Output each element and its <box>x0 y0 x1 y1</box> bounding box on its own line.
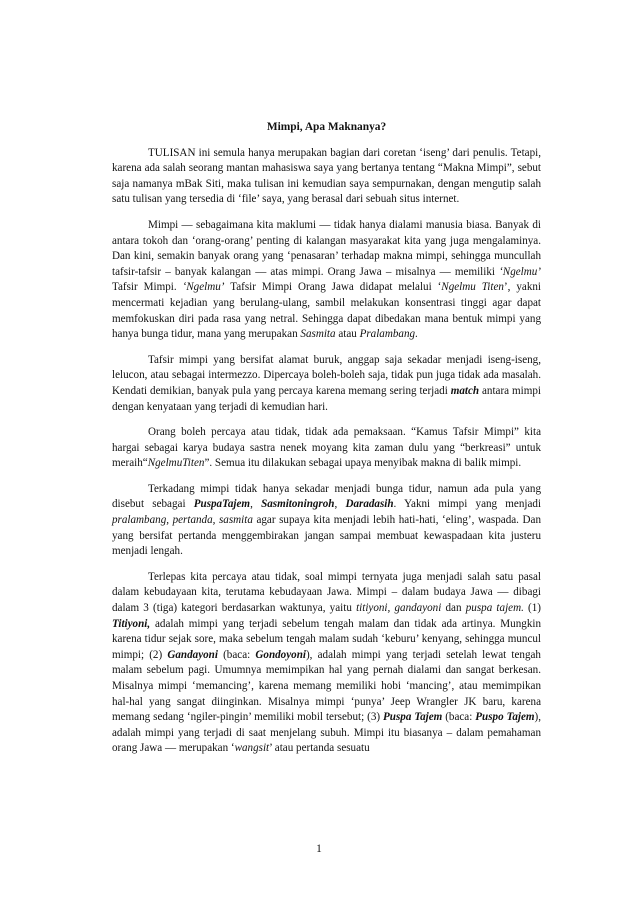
italic-text: ‘Ngelmu’ <box>499 265 541 278</box>
text-run: Terlepas kita percaya atau tidak, soal mimpi ternyata juga menjadi salah satu pasal dalam kebudayaan kita, terutama kebudayaan Jawa. Mimpi – dalam budaya Jawa — dibagi dalam 3 (tiga) kategori berdasarkan waktunya, yaitu <box>112 570 541 615</box>
bold-italic-text: Gandayoni <box>167 648 218 661</box>
text-run: ’ atau pertanda sesuatu <box>269 742 370 755</box>
bold-italic-text: PuspaTajem <box>193 498 251 511</box>
italic-text: Ngelmu Titen <box>441 281 504 294</box>
text-run: agar supaya kita menjadi lebih hati-hati, ‘eling’, waspada. Dan yang bersifat pertanda menggembirakan jangan sampai membuat kewaspadaan kita justeru menjadi lengah. <box>112 514 541 558</box>
italic-text: ‘Ngelmu’ <box>182 281 225 294</box>
document-body <box>112 120 541 767</box>
paragraph <box>112 146 541 208</box>
paragraph <box>112 482 541 560</box>
italic-text: NgelmuTiten <box>147 457 205 470</box>
page-title: Mimpi, Apa Maknanya? <box>266 121 387 133</box>
text-run: ”. Semua itu dilakukan sebagai upaya menyibak makna di balik mimpi. <box>204 457 522 470</box>
italic-text: wangsit <box>234 742 270 755</box>
italic-text: puspa tajem. <box>465 602 524 615</box>
text-run: ), adalah mimpi yang terjadi setelah lewat tengah malam sebelum pagi. Umumnya memimpikan hal yang pernah dialami dan sangat berkesan. Misalnya mimpi ‘memancing’, karena memang memiliki hobi ‘mancing’, atau memimpikan hal-hal yang sangat diinginkan. Misalnya mimpi ‘punya’ Jeep Wrangler JK baru, karena memang sedang ‘ngiler-pingin’ memiliki mobil tersebut; (3) <box>112 648 541 724</box>
paragraph <box>112 425 541 472</box>
bold-italic-text: Titiyoni, <box>112 617 151 630</box>
text-run: , <box>334 498 346 511</box>
text-run: Terkadang mimpi tidak hanya sekadar menjadi bunga tidur, namun ada pula yang disebut sebagai <box>112 482 541 511</box>
text-run: antara mimpi dengan kenyataan yang terjadi di kemudian hari. <box>112 384 541 413</box>
text-run: atau <box>335 328 360 341</box>
text-run: adalah mimpi yang terjadi sebelum tengah malam dan tidak ada artinya. Mungkin karena tidur sejak sore, maka sebelum tengah malam sudah ‘keburu’ kenyang, sehingga muncul mimpi; (2) <box>112 617 541 661</box>
page-number: 1 <box>316 843 322 855</box>
bold-italic-text: Puspa Tajem <box>383 711 443 724</box>
paragraph <box>112 218 541 343</box>
text-run: Tafsir mimpi yang bersifat alamat buruk, anggap saja sekadar menjadi iseng-iseng, lelucon, atau sebagai intermezzo. Dipercaya boleh-boleh saja, tidak pun juga tidak ada masalah. Kendati demikian, banyak pula yang percaya karena memang sering terjadi <box>112 353 541 397</box>
paragraph-list <box>112 146 541 757</box>
paragraph <box>112 353 541 415</box>
text-run: Tafsir Mimpi Orang Jawa didapat melalui ‘ <box>224 281 442 294</box>
text-run: (1) <box>523 602 541 615</box>
text-run: dan <box>441 602 466 615</box>
text-run: Orang boleh percaya atau tidak, tidak ada pemaksaan. “Kamus Tafsir Mimpi” kita hargai sebagai karya budaya sastra nenek moyang kita zaman dulu yang “berkreasi” untuk meraih“ <box>112 426 541 470</box>
text-run: Mimpi — sebagaimana kita maklumi — tidak hanya dialami manusia biasa. Banyak di antara tokoh dan ‘orang-orang’ penting di kalangan masyarakat kita yang juga mengalaminya. Dan kini, semakin banyak orang yang ‘penasaran’ terhadap makna mimpi, sehingga muncullah tafsir-tafsir – banyak kalangan — atas mimpi. Orang Jawa – misalnya — memiliki <box>112 218 541 278</box>
text-run: TULISAN ini semula hanya merupakan bagian dari coretan ‘iseng’ dari penulis. Tetapi, karena ada salah seorang mantan mahasiswa saya yang bertanya tentang “Makna Mimpi”, sebut saja namanya mBak Siti, maka tulisan ini kemudian saya sempurnakan, dengan mengutip salah satu tulisan yang tersedia di ‘file’ saya, yang berasal dari sebuah situs internet. <box>112 146 541 206</box>
text-run: , <box>250 498 262 511</box>
italic-text: pralambang, pertanda, sasmita <box>112 514 253 527</box>
bold-italic-text: Gondoyoni <box>255 648 306 661</box>
italic-text: Sasmita <box>300 328 336 341</box>
bold-italic-text: Sasmitoningroh <box>261 498 335 511</box>
text-run: . Yakni mimpi yang menjadi <box>393 498 542 511</box>
text-run: (baca: <box>442 711 476 724</box>
text-run: (baca: <box>217 648 256 661</box>
text-run: Tafsir Mimpi. <box>112 281 183 294</box>
bold-italic-text: match <box>450 384 480 397</box>
text-run: . <box>415 328 418 341</box>
italic-text: Pralambang <box>359 328 416 341</box>
text-run: ), adalah mimpi yang terjadi di saat menjelang subuh. Mimpi itu biasanya – dalam pemahaman orang Jawa — merupakan ‘ <box>112 711 541 755</box>
bold-italic-text: Puspo Tajem <box>475 711 535 724</box>
italic-text: titiyoni, gandayoni <box>356 602 442 615</box>
text-run: ’, yakni mencermati kejadian yang berulang-ulang, sambil melakukan konsentrasi tinggi agar dapat memfokuskan diri pada rasa yang netral. Sehingga dapat dibedakan mana bentuk mimpi yang hanya bunga tidur, mana yang merupakan <box>112 281 542 341</box>
bold-italic-text: Daradasih <box>345 498 394 511</box>
paragraph <box>112 570 541 757</box>
